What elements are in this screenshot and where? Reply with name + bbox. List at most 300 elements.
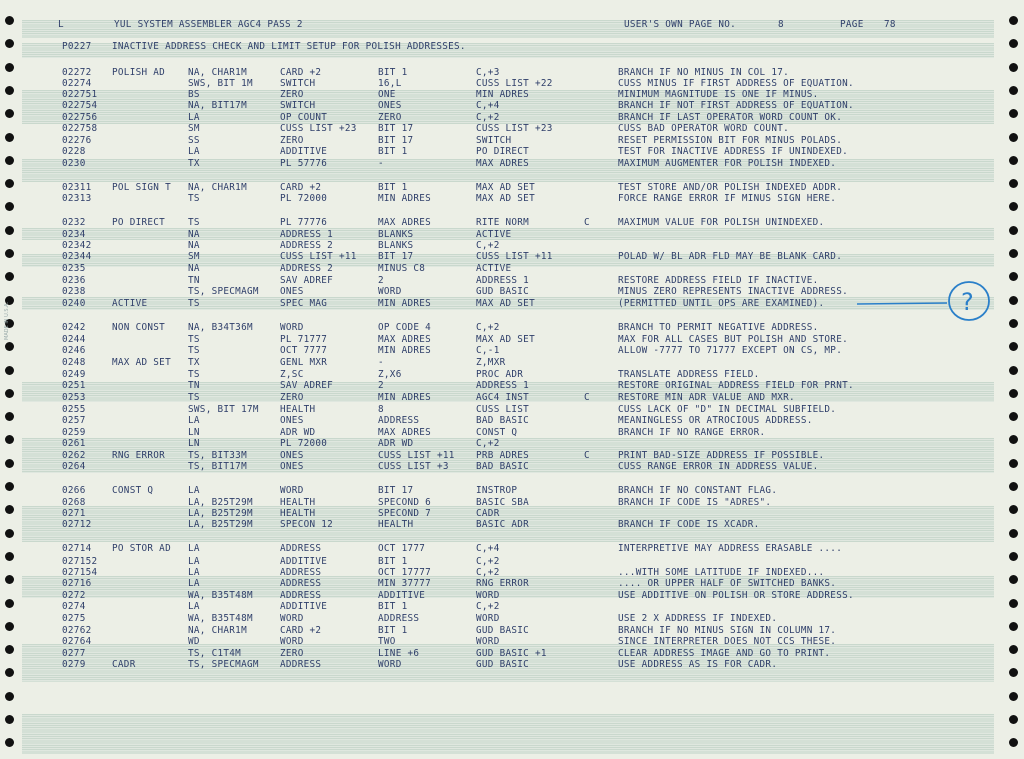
- question-mark: ?: [961, 288, 974, 316]
- operand-2-field: OCT 17777: [378, 567, 432, 578]
- line-number: 02276: [62, 135, 92, 146]
- sprocket-hole: [1009, 342, 1018, 351]
- opcode-field: TS: [188, 345, 200, 356]
- line-number: 0236: [62, 275, 86, 286]
- comment-field: INTERPRETIVE MAY ADDRESS ERASABLE ....: [618, 543, 843, 554]
- operand-3-field: BASIC SBA: [476, 497, 530, 508]
- operand-3-field: WORD: [476, 636, 500, 647]
- comment-field: ...WITH SOME LATITUDE IF INDEXED...: [618, 567, 825, 578]
- greenbar-band: [22, 714, 994, 754]
- line-number: 0271: [62, 508, 86, 519]
- operand-2-field: BIT 17: [378, 135, 414, 146]
- line-number: 02274: [62, 78, 92, 89]
- sprocket-hole: [5, 202, 14, 211]
- sprocket-hole: [1009, 552, 1018, 561]
- line-number: 0264: [62, 461, 86, 472]
- sprocket-hole: [5, 459, 14, 468]
- operand-3-field: CUSS LIST +22: [476, 78, 553, 89]
- address-field: SPECON 12: [280, 519, 334, 530]
- address-field: ADDRESS 1: [280, 229, 334, 240]
- operand-3-field: MAX AD SET: [476, 298, 535, 309]
- comment-field: BRANCH IF NO MINUS SIGN IN COLUMN 17.: [618, 625, 837, 636]
- address-field: SPEC MAG: [280, 298, 328, 309]
- operand-3-field: C,+2: [476, 556, 500, 567]
- operand-3-field: C,-1: [476, 345, 500, 356]
- opcode-field: NA: [188, 240, 200, 251]
- address-field: ADDRESS 2: [280, 263, 334, 274]
- operand-3-field: GUD BASIC: [476, 659, 530, 670]
- listing-line: [62, 508, 992, 519]
- operand-2-field: LINE +6: [378, 648, 420, 659]
- operand-2-field: Z,X6: [378, 369, 402, 380]
- header-user-page-no: 8: [778, 19, 784, 30]
- sprocket-hole: [5, 86, 14, 95]
- operand-3-field: Z,MXR: [476, 357, 506, 368]
- comment-field: CUSS RANGE ERROR IN ADDRESS VALUE.: [618, 461, 819, 472]
- listing-line: [62, 625, 992, 636]
- sprocket-hole: [5, 412, 14, 421]
- opcode-field: TS: [188, 392, 200, 403]
- line-number: 0249: [62, 369, 86, 380]
- header-page-no: 78: [884, 19, 896, 30]
- listing-line: [62, 392, 992, 403]
- address-field: SWITCH: [280, 100, 316, 111]
- listing-line: [62, 380, 992, 391]
- sprocket-hole: [5, 482, 14, 491]
- sprocket-hole: [1009, 738, 1018, 747]
- sprocket-hole: [5, 63, 14, 72]
- line-number: 02714: [62, 543, 92, 554]
- listing-line: [62, 251, 992, 262]
- sprocket-hole: [5, 668, 14, 677]
- comment-field: PRINT BAD-SIZE ADDRESS IF POSSIBLE.: [618, 450, 825, 461]
- sprocket-hole: [1009, 435, 1018, 444]
- address-field: ZERO: [280, 89, 304, 100]
- address-field: PL 72000: [280, 438, 328, 449]
- sprocket-hole: [1009, 39, 1018, 48]
- operand-3-field: AGC4 INST: [476, 392, 530, 403]
- made-in-label: MADE IN U.S.A.: [4, 301, 10, 340]
- operand-2-field: BIT 1: [378, 182, 408, 193]
- line-number: 0274: [62, 601, 86, 612]
- line-number: 02712: [62, 519, 92, 530]
- comment-field: CLEAR ADDRESS IMAGE AND GO TO PRINT.: [618, 648, 831, 659]
- operand-3-field: CADR: [476, 508, 500, 519]
- location-field: POL SIGN T: [112, 182, 171, 193]
- comment-field: MINUS ZERO REPRESENTS INACTIVE ADDRESS.: [618, 286, 848, 297]
- operand-2-field: WORD: [378, 659, 402, 670]
- sprocket-hole: [1009, 529, 1018, 538]
- opcode-field: TS, SPECMAGM: [188, 286, 259, 297]
- operand-2-field: HEALTH: [378, 519, 414, 530]
- line-number: 02272: [62, 67, 92, 78]
- sprocket-hole: [5, 226, 14, 235]
- comment-field: TEST STORE AND/OR POLISH INDEXED ADDR.: [618, 182, 843, 193]
- operand-3-field: C,+2: [476, 322, 500, 333]
- opcode-field: TN: [188, 380, 200, 391]
- listing-line: [62, 229, 992, 240]
- opcode-field: LA: [188, 415, 200, 426]
- operand-3-field: C,+3: [476, 67, 500, 78]
- operand-3-field: INSTROP: [476, 485, 518, 496]
- address-field: GENL MXR: [280, 357, 328, 368]
- address-field: ONES: [280, 461, 304, 472]
- sprocket-hole: [1009, 389, 1018, 398]
- operand-3-field: C,+2: [476, 567, 500, 578]
- comment-field: MINIMUM MAGNITUDE IS ONE IF MINUS.: [618, 89, 819, 100]
- operand-2-field: MIN ADRES: [378, 345, 432, 356]
- opcode-field: SWS, BIT 1M: [188, 78, 253, 89]
- operand-3-field: MAX ADRES: [476, 158, 530, 169]
- opcode-field: TN: [188, 275, 200, 286]
- operand-2-field: ONES: [378, 100, 402, 111]
- address-field: WORD: [280, 322, 304, 333]
- sprocket-hole: [1009, 692, 1018, 701]
- operand-2-field: ADR WD: [378, 438, 414, 449]
- listing-line: [62, 648, 992, 659]
- comment-field: POLAD W/ BL ADR FLD MAY BE BLANK CARD.: [618, 251, 843, 262]
- opcode-field: LA: [188, 112, 200, 123]
- operand-2-field: ONE: [378, 89, 396, 100]
- sprocket-hole: [5, 692, 14, 701]
- operand-2-field: 8: [378, 404, 384, 415]
- operand-3-field: MIN ADRES: [476, 89, 530, 100]
- line-number: 02716: [62, 578, 92, 589]
- address-field: ONES: [280, 415, 304, 426]
- operand-3-field: PRB ADRES: [476, 450, 530, 461]
- sprocket-hole: [1009, 86, 1018, 95]
- operand-3-field: BAD BASIC: [476, 461, 530, 472]
- sprocket-hole: [5, 366, 14, 375]
- operand-3-field: GUD BASIC +1: [476, 648, 547, 659]
- comment-field: BRANCH IF LAST OPERATOR WORD COUNT OK.: [618, 112, 843, 123]
- line-number: 02342: [62, 240, 92, 251]
- opcode-field: LA, B25T29M: [188, 497, 253, 508]
- listing-line: [62, 100, 992, 111]
- opcode-field: SWS, BIT 17M: [188, 404, 259, 415]
- operand-2-field: -: [378, 357, 384, 368]
- listing-line: [62, 601, 992, 612]
- comment-field: MAX FOR ALL CASES BUT POLISH AND STORE.: [618, 334, 848, 345]
- line-number: 0257: [62, 415, 86, 426]
- sprocket-hole: [1009, 156, 1018, 165]
- header-user-page-label: USER'S OWN PAGE NO.: [624, 19, 737, 30]
- header-left-mark: L: [58, 19, 64, 30]
- comment-field: (PERMITTED UNTIL OPS ARE EXAMINED).: [618, 298, 825, 309]
- opcode-field: TX: [188, 158, 200, 169]
- operand-3-field: BASIC ADR: [476, 519, 530, 530]
- opcode-field: NA, B34T36M: [188, 322, 253, 333]
- sprocket-hole: [5, 16, 14, 25]
- operand-3-field: ACTIVE: [476, 229, 512, 240]
- line-number: 0242: [62, 322, 86, 333]
- opcode-field: BS: [188, 89, 200, 100]
- comment-field: MAXIMUM VALUE FOR POLISH UNINDEXED.: [618, 217, 825, 228]
- listing-line: [62, 182, 992, 193]
- comment-field: BRANCH IF NO CONSTANT FLAG.: [618, 485, 778, 496]
- address-field: Z,SC: [280, 369, 304, 380]
- listing-line: [62, 193, 992, 204]
- line-number: 0238: [62, 286, 86, 297]
- line-number: 0266: [62, 485, 86, 496]
- operand-2-field: BIT 1: [378, 625, 408, 636]
- operand-2-field: TWO: [378, 636, 396, 647]
- line-number: 0251: [62, 380, 86, 391]
- address-field: PL 57776: [280, 158, 328, 169]
- opcode-field: NA, BIT17M: [188, 100, 247, 111]
- operand-2-field: ADDRESS: [378, 613, 420, 624]
- operand-2-field: BIT 1: [378, 601, 408, 612]
- opcode-field: LN: [188, 427, 200, 438]
- comment-field: USE ADDITIVE ON POLISH OR STORE ADDRESS.: [618, 590, 854, 601]
- line-number: 022756: [62, 112, 98, 123]
- line-number: 02311: [62, 182, 92, 193]
- sprocket-hole: [5, 575, 14, 584]
- address-field: ADDRESS: [280, 578, 322, 589]
- listing-line: [62, 556, 992, 567]
- listing-line: [62, 334, 992, 345]
- flag-field: C: [584, 392, 590, 403]
- address-field: ZERO: [280, 648, 304, 659]
- sprocket-hole: [5, 738, 14, 747]
- sprocket-hole: [5, 389, 14, 398]
- line-number: 02764: [62, 636, 92, 647]
- header-page-label: PAGE: [840, 19, 864, 30]
- operand-2-field: MAX ADRES: [378, 217, 432, 228]
- line-number: 0248: [62, 357, 86, 368]
- sprocket-hole: [1009, 599, 1018, 608]
- comment-field: .... OR UPPER HALF OF SWITCHED BANKS.: [618, 578, 837, 589]
- opcode-field: NA: [188, 229, 200, 240]
- opcode-field: LA: [188, 578, 200, 589]
- sprocket-hole: [5, 133, 14, 142]
- opcode-field: SM: [188, 123, 200, 134]
- listing-line: [62, 41, 992, 52]
- opcode-field: SM: [188, 251, 200, 262]
- operand-2-field: BLANKS: [378, 240, 414, 251]
- operand-2-field: ADDRESS: [378, 415, 420, 426]
- address-field: PL 71777: [280, 334, 328, 345]
- location-field: PO STOR AD: [112, 543, 171, 554]
- sprocket-hole: [1009, 16, 1018, 25]
- header-system: YUL SYSTEM ASSEMBLER AGC4 PASS 2: [114, 19, 303, 30]
- operand-3-field: CUSS LIST +23: [476, 123, 553, 134]
- opcode-field: WA, B35T48M: [188, 590, 253, 601]
- address-field: ADR WD: [280, 427, 316, 438]
- operand-3-field: CUSS LIST +11: [476, 251, 553, 262]
- listing-line: [62, 578, 992, 589]
- line-number: 022758: [62, 123, 98, 134]
- operand-2-field: MIN 37777: [378, 578, 432, 589]
- sprocket-hole: [1009, 459, 1018, 468]
- comment-field: ALLOW -7777 TO 71777 EXCEPT ON CS, MP.: [618, 345, 843, 356]
- address-field: PL 77776: [280, 217, 328, 228]
- line-number: 022751: [62, 89, 98, 100]
- address-field: ADDITIVE: [280, 601, 328, 612]
- line-number: 0246: [62, 345, 86, 356]
- listing-line: [62, 240, 992, 251]
- opcode-field: TS, BIT33M: [188, 450, 247, 461]
- opcode-field: TS, BIT17M: [188, 461, 247, 472]
- comment-field: BRANCH IF NO RANGE ERROR.: [618, 427, 766, 438]
- listing-line: [62, 415, 992, 426]
- line-number: 0244: [62, 334, 86, 345]
- comment-field: CUSS MINUS IF FIRST ADDRESS OF EQUATION.: [618, 78, 854, 89]
- operand-2-field: BIT 17: [378, 251, 414, 262]
- line-number: 02313: [62, 193, 92, 204]
- operand-3-field: WORD: [476, 590, 500, 601]
- line-number: 0255: [62, 404, 86, 415]
- opcode-field: LA: [188, 146, 200, 157]
- sprocket-hole: [1009, 133, 1018, 142]
- listing-line: [62, 158, 992, 169]
- comment-field: BRANCH IF NO MINUS IN COL 17.: [618, 67, 790, 78]
- operand-2-field: 2: [378, 275, 384, 286]
- address-field: HEALTH: [280, 404, 316, 415]
- address-field: ADDITIVE: [280, 556, 328, 567]
- listing-line: [62, 438, 992, 449]
- opcode-field: NA, CHAR1M: [188, 182, 247, 193]
- opcode-field: TS, C1T4M: [188, 648, 242, 659]
- listing-line: [62, 613, 992, 624]
- address-field: ZERO: [280, 392, 304, 403]
- comment-field: SINCE INTERPRETER DOES NOT CCS THESE.: [618, 636, 837, 647]
- listing-line: [62, 275, 992, 286]
- listing-line: [62, 404, 992, 415]
- opcode-field: TX: [188, 357, 200, 368]
- operand-2-field: OCT 1777: [378, 543, 426, 554]
- sprocket-hole: [5, 109, 14, 118]
- address-field: SAV ADREF: [280, 275, 334, 286]
- operand-2-field: WORD: [378, 286, 402, 297]
- operand-3-field: WORD: [476, 613, 500, 624]
- location-field: POLISH AD: [112, 67, 166, 78]
- sprocket-hole: [1009, 622, 1018, 631]
- address-field: OCT 7777: [280, 345, 328, 356]
- line-number: 0235: [62, 263, 86, 274]
- listing-line: [62, 567, 992, 578]
- comment-field: RESTORE ADDRESS FIELD IF INACTIVE.: [618, 275, 819, 286]
- address-field: CARD +2: [280, 67, 322, 78]
- operand-3-field: C,+4: [476, 543, 500, 554]
- comment-field: CUSS BAD OPERATOR WORD COUNT.: [618, 123, 790, 134]
- comment-field: BRANCH IF CODE IS "ADRES".: [618, 497, 772, 508]
- operand-2-field: MIN ADRES: [378, 298, 432, 309]
- line-number: 0268: [62, 497, 86, 508]
- line-number: 0253: [62, 392, 86, 403]
- comment-field: RESTORE MIN ADR VALUE AND MXR.: [618, 392, 795, 403]
- opcode-field: LA: [188, 601, 200, 612]
- operand-2-field: ADDITIVE: [378, 590, 426, 601]
- opcode-field: WA, B35T48M: [188, 613, 253, 624]
- address-field: OP COUNT: [280, 112, 328, 123]
- listing-line: [62, 357, 992, 368]
- sprocket-hole: [1009, 505, 1018, 514]
- sprocket-hole: [1009, 366, 1018, 375]
- listing-line: [62, 461, 992, 472]
- operand-2-field: BIT 17: [378, 123, 414, 134]
- opcode-field: TS: [188, 298, 200, 309]
- opcode-field: NA, CHAR1M: [188, 625, 247, 636]
- operand-3-field: PROC ADR: [476, 369, 524, 380]
- listing-line: [62, 590, 992, 601]
- sprocket-hole: [1009, 109, 1018, 118]
- sprocket-hole: [5, 435, 14, 444]
- listing-line: [62, 345, 992, 356]
- operand-2-field: MAX ADRES: [378, 427, 432, 438]
- operand-3-field: ADDRESS 1: [476, 275, 530, 286]
- sprocket-hole: [1009, 715, 1018, 724]
- opcode-field: LA, B25T29M: [188, 508, 253, 519]
- comment-field: USE ADDRESS AS IS FOR CADR.: [618, 659, 778, 670]
- operand-2-field: BIT 17: [378, 485, 414, 496]
- comment-field: BRANCH TO PERMIT NEGATIVE ADDRESS.: [618, 322, 819, 333]
- line-number: P0227: [62, 41, 92, 52]
- operand-2-field: OP CODE 4: [378, 322, 432, 333]
- operand-2-field: CUSS LIST +3: [378, 461, 449, 472]
- sprocket-hole: [5, 179, 14, 188]
- operand-2-field: ZERO: [378, 112, 402, 123]
- address-field: ADDRESS: [280, 590, 322, 601]
- operand-2-field: BIT 1: [378, 146, 408, 157]
- operand-3-field: MAX AD SET: [476, 182, 535, 193]
- address-field: CUSS LIST +23: [280, 123, 357, 134]
- address-field: ONES: [280, 286, 304, 297]
- opcode-field: LA: [188, 543, 200, 554]
- operand-2-field: BLANKS: [378, 229, 414, 240]
- sprocket-hole: [1009, 668, 1018, 677]
- comment-field: TRANSLATE ADDRESS FIELD.: [618, 369, 760, 380]
- operand-2-field: CUSS LIST +11: [378, 450, 455, 461]
- operand-3-field: C,+2: [476, 601, 500, 612]
- listing-line: [62, 298, 992, 309]
- opcode-field: LA: [188, 567, 200, 578]
- operand-2-field: MIN ADRES: [378, 392, 432, 403]
- opcode-field: WD: [188, 636, 200, 647]
- sprocket-hole: [1009, 202, 1018, 211]
- section-title: INACTIVE ADDRESS CHECK AND LIMIT SETUP FOR POLISH ADDRESSES.: [112, 41, 466, 52]
- address-field: ADDRESS: [280, 543, 322, 554]
- line-number: 0234: [62, 229, 86, 240]
- location-field: NON CONST: [112, 322, 166, 333]
- sprocket-hole: [5, 156, 14, 165]
- comment-field: FORCE RANGE ERROR IF MINUS SIGN HERE.: [618, 193, 837, 204]
- operand-2-field: BIT 1: [378, 556, 408, 567]
- listing-line: [62, 369, 992, 380]
- opcode-field: LA, B25T29M: [188, 519, 253, 530]
- operand-2-field: MAX ADRES: [378, 334, 432, 345]
- operand-3-field: GUD BASIC: [476, 625, 530, 636]
- address-field: HEALTH: [280, 497, 316, 508]
- sprocket-hole: [5, 529, 14, 538]
- address-field: ADDRESS: [280, 659, 322, 670]
- address-field: CARD +2: [280, 182, 322, 193]
- flag-field: C: [584, 217, 590, 228]
- line-number: 0277: [62, 648, 86, 659]
- sprocket-hole: [1009, 63, 1018, 72]
- operand-2-field: MINUS C8: [378, 263, 426, 274]
- listing-line: [62, 263, 992, 274]
- address-field: ONES: [280, 450, 304, 461]
- location-field: CADR: [112, 659, 136, 670]
- listing-line: [62, 427, 992, 438]
- listing-line: [62, 322, 992, 333]
- location-field: RNG ERROR: [112, 450, 166, 461]
- comment-field: MEANINGLESS OR ATROCIOUS ADDRESS.: [618, 415, 813, 426]
- opcode-field: LA: [188, 556, 200, 567]
- comment-field: CUSS LACK OF "D" IN DECIMAL SUBFIELD.: [618, 404, 837, 415]
- listing-line: [62, 636, 992, 647]
